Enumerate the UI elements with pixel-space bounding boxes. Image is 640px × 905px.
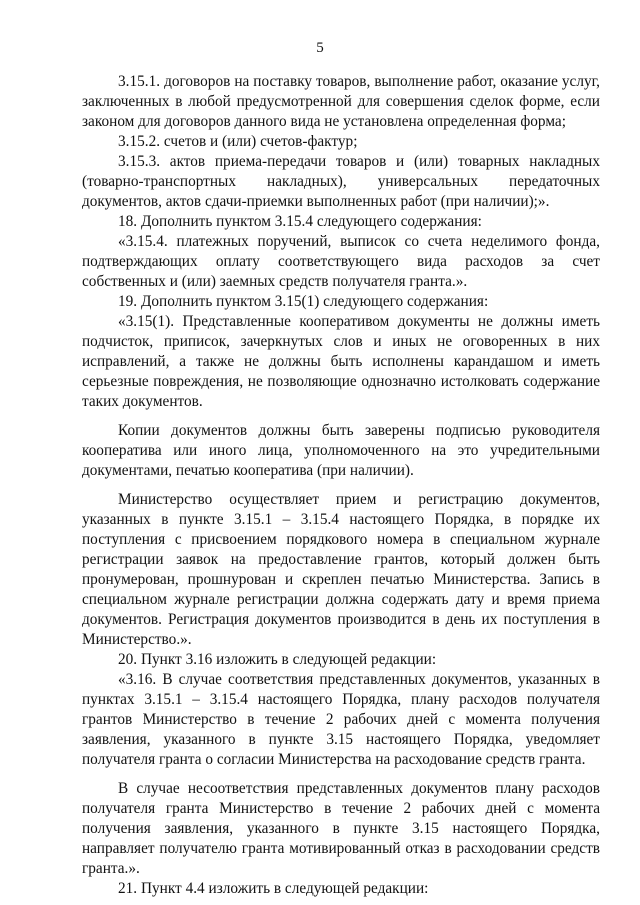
paragraph-refusal: В случае несоответствия представленных документов плану расходов получателя гранта Министерство в течение 2 рабочих дней с момента получения заявления, указанного в пункте 3.15 настоящего Порядка, направляет получателю гранта мотивированный отказ в расходовании средств гранта.». xyxy=(82,780,600,877)
paragraph-3-16: «3.16. В случае соответствия представленных документов, указанных в пунктах 3.15.1 – 3.15.4 настоящего Порядка, плану расходов получателя грантов Министерство в течение 2 рабочих дней с момента получения заявления, указанного в пункте 3.15 настоящего Порядка, уведомляет получателя гранта о согласии Министерства на расходование средств гранта. xyxy=(82,671,600,768)
paragraph-3-15-1-bracket: «3.15(1). Представленные кооперативом документы не должны иметь подчисток, приписок, зачеркнутых слов и иных не оговоренных в них исправлений, а также не должны быть исполнены карандашом и иметь серьезные повреждения, не позволяющие однозначно истолковать содержание таких документов. xyxy=(82,313,600,410)
paragraph-item-19: 19. Дополнить пунктом 3.15(1) следующего содержания: xyxy=(118,293,489,310)
paragraph-3-15-4: «3.15.4. платежных поручений, выписок со счета неделимого фонда, подтверждающих оплату соответствующего вида расходов за счет собственных и (или) заемных средств получателя гранта.». xyxy=(82,233,600,290)
paragraph-ministry-registration: Министерство осуществляет прием и регистрацию документов, указанных в пункте 3.15.1 – 3.15.4 настоящего Порядка, в порядке их поступления с присвоением порядкового номера в специальном журнале регистрации заявок на предоставление грантов, который должен быть пронумерован, прошнурован и скреплен печатью Министерства. Запись в специальном журнале регистрации должна содержать дату и время приема документов. Регистрация документов производится в день их поступления в Министерство.». xyxy=(82,491,600,648)
paragraph-item-21: 21. Пункт 4.4 изложить в следующей редакции: xyxy=(118,880,429,897)
paragraph-3-15-1: 3.15.1. договоров на поставку товаров, выполнение работ, оказание услуг, заключенных в любой предусмотренной для совершения сделок форме, если законом для договоров данного вида не установлена определенная форма; xyxy=(82,73,600,130)
paragraph-copies: Копии документов должны быть заверены подписью руководителя кооператива или иного лица, уполномоченного на это учредительными документами, печатью кооператива (при наличии). xyxy=(82,422,600,479)
paragraph-item-18: 18. Дополнить пунктом 3.15.4 следующего содержания: xyxy=(118,213,482,230)
document-body xyxy=(82,72,600,899)
paragraph-3-15-2: 3.15.2. счетов и (или) счетов-фактур; xyxy=(118,133,358,150)
paragraph-3-15-3: 3.15.3. актов приема-передачи товаров и (или) товарных накладных (товарно-транспортных накладных), универсальных передаточных документов, актов сдачи-приемки выполненных работ (при наличии);». xyxy=(82,153,600,210)
page-number: 5 xyxy=(316,40,324,56)
paragraph-item-20: 20. Пункт 3.16 изложить в следующей редакции: xyxy=(118,651,437,668)
